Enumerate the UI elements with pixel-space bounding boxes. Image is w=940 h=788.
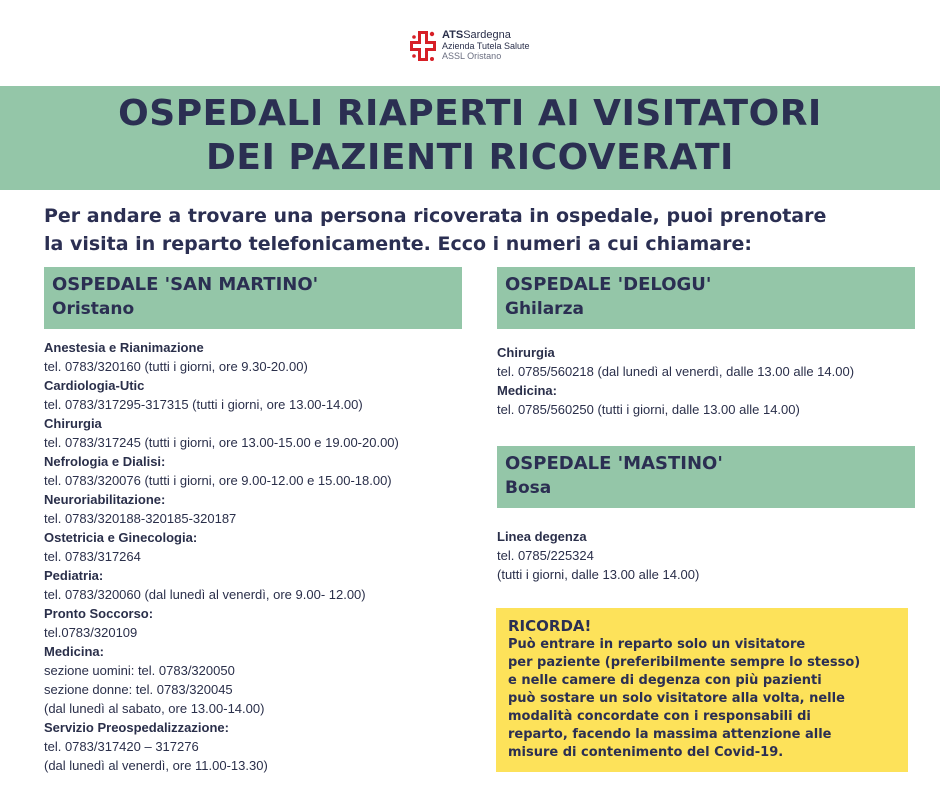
department-phone: tel. 0783/320076 (tutti i giorni, ore 9.00-12.00 e 15.00-18.00) [44, 473, 392, 488]
department-name: Servizio Preospedalizzazione: [44, 720, 229, 735]
logo-brand-rest: Sardegna [463, 29, 511, 41]
department-item [44, 376, 484, 414]
reminder-line: Può entrare in reparto solo un visitatore [508, 637, 806, 652]
intro-line1: Per andare a trovare una persona ricoverata in ospedale, puoi prenotare [44, 205, 827, 227]
department-phone: tel.0783/320109 [44, 625, 138, 640]
title-banner [0, 86, 940, 190]
department-item [497, 527, 927, 584]
department-list-san-martino [44, 338, 484, 775]
department-phone: sezione uomini: tel. 0783/320050 [44, 663, 235, 678]
department-item [44, 566, 484, 604]
department-item [44, 604, 484, 642]
reminder-box [496, 608, 908, 772]
department-item [497, 381, 927, 419]
department-list-mastino [497, 527, 927, 584]
department-item [44, 528, 484, 566]
department-item [497, 343, 927, 381]
department-name: Ostetricia e Ginecologia: [44, 530, 198, 545]
department-item [44, 642, 484, 718]
intro-line2: la visita in reparto telefonicamente. Ecco i numeri a cui chiamare: [44, 233, 752, 255]
hospital-city: Ghilarza [505, 299, 584, 319]
hospital-header-mastino [497, 446, 915, 508]
reminder-line: reparto, facendo la massima attenzione alle [508, 727, 832, 742]
department-hours: (tutti i giorni, dalle 13.00 alle 14.00) [497, 567, 700, 582]
department-phone: tel. 0783/317264 [44, 549, 141, 564]
department-name: Chirurgia [497, 345, 555, 360]
department-name: Medicina: [44, 644, 104, 659]
department-item [44, 452, 484, 490]
logo-brand-bold: ATS [442, 29, 464, 41]
department-name: Nefrologia e Dialisi: [44, 454, 166, 469]
hospital-header-san-martino [44, 267, 462, 329]
logo-brand [442, 29, 530, 41]
department-item [44, 338, 484, 376]
hospital-name: OSPEDALE 'DELOGU' [505, 274, 712, 295]
department-phone: tel. 0783/320160 (tutti i giorni, ore 9.30-20.00) [44, 359, 308, 374]
department-phone: tel. 0783/317420 – 317276 [44, 739, 199, 754]
department-name: Anestesia e Rianimazione [44, 340, 204, 355]
intro-text [44, 202, 924, 258]
reminder-line: per paziente (preferibilmente sempre lo stesso) [508, 655, 861, 670]
department-item [44, 718, 484, 775]
ats-cross-icon [408, 28, 442, 66]
reminder-line: modalità concordate con i responsabili di [508, 709, 811, 724]
department-phone: sezione donne: tel. 0783/320045 [44, 682, 233, 697]
department-name: Neuroriabilitazione: [44, 492, 166, 507]
department-phone: tel. 0783/317245 (tutti i giorni, ore 13.00-15.00 e 19.00-20.00) [44, 435, 399, 450]
banner-title-line1: OSPEDALI RIAPERTI AI VISITATORI [118, 93, 822, 134]
department-name: Chirurgia [44, 416, 102, 431]
banner-title-line2: DEI PAZIENTI RICOVERATI [206, 137, 734, 178]
department-list-delogu [497, 343, 927, 419]
department-name: Linea degenza [497, 529, 587, 544]
department-phone: tel. 0783/317295-317315 (tutti i giorni, ore 13.00-14.00) [44, 397, 363, 412]
department-phone: tel. 0785/225324 [497, 548, 594, 563]
hospital-name: OSPEDALE 'SAN MARTINO' [52, 274, 319, 295]
reminder-line: misure di contenimento del Covid-19. [508, 745, 784, 760]
ats-logo [408, 28, 558, 72]
hospital-name: OSPEDALE 'MASTINO' [505, 453, 723, 474]
hospital-header-delogu [497, 267, 915, 329]
reminder-title: RICORDA! [508, 617, 592, 635]
department-name: Pronto Soccorso: [44, 606, 154, 621]
department-phone: tel. 0785/560218 (dal lunedì al venerdì, dalle 13.00 alle 14.00) [497, 364, 855, 379]
department-name: Medicina: [497, 383, 557, 398]
hospital-city: Oristano [52, 299, 135, 319]
department-name: Cardiologia-Utic [44, 378, 145, 393]
department-phone: tel. 0785/560250 (tutti i giorni, dalle 13.00 alle 14.00) [497, 402, 800, 417]
reminder-line: e nelle camere di degenza con più pazienti [508, 673, 822, 688]
department-item [44, 414, 484, 452]
logo-text [442, 29, 530, 61]
department-item [44, 490, 484, 528]
logo-subtitle: Azienda Tutela Salute [442, 41, 530, 51]
hospital-city: Bosa [505, 478, 552, 498]
department-hours: (dal lunedì al sabato, ore 13.00-14.00) [44, 701, 265, 716]
reminder-line: può sostare un solo visitatore alla volta, nelle [508, 691, 845, 706]
department-name: Pediatria: [44, 568, 104, 583]
department-phone: tel. 0783/320188-320185-320187 [44, 511, 237, 526]
department-phone: tel. 0783/320060 (dal lunedì al venerdì, ore 9.00- 12.00) [44, 587, 366, 602]
department-hours: (dal lunedì al venerdì, ore 11.00-13.30) [44, 758, 268, 773]
logo-subtitle-assl: ASSL Oristano [442, 51, 502, 61]
